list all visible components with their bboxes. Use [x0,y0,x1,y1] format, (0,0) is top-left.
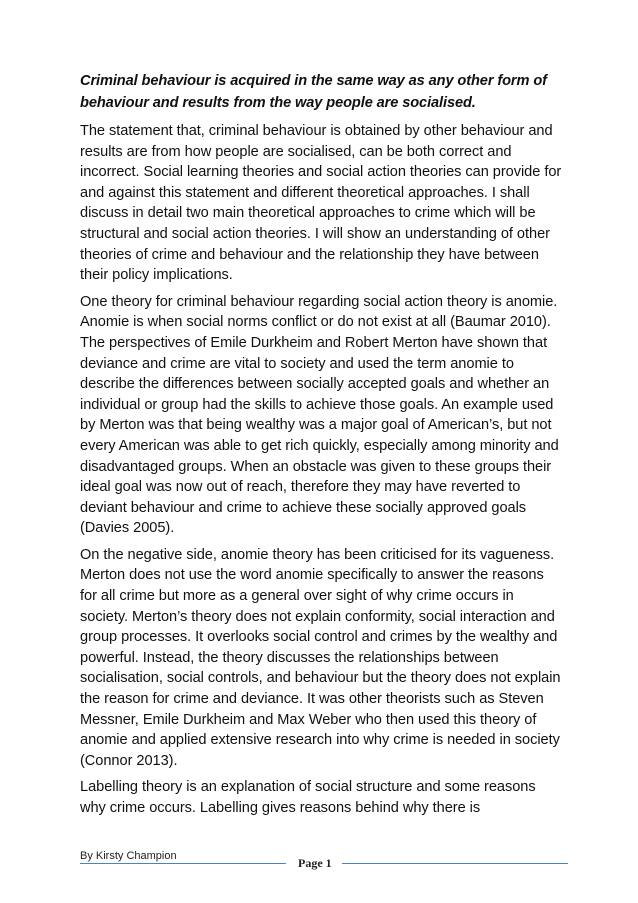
paragraph-anomie: One theory for criminal behaviour regarding social action theory is anomie. Anomie is when social norms conflict or do not exist at all (Baumar 2010). The perspectives of Emile Durkheim and Robert Merton have shown that deviance and crime are vital to society and used the term anomie to describe the differences between socially accepted goals and whether an individual or group had the skills to achieve those goals. An example used by Merton was that being wealthy was a major goal of American’s, but not every American was able to get rich quickly, especially among minority and disadvantaged groups. When an obstacle was given to these groups their ideal goal was now out of reach, therefore they may have reverted to deviant behaviour and crime to achieve these socially approved goals (Davies 2005). [80,293,559,537]
footer-rule-right [342,863,568,864]
paragraph-labelling: Labelling theory is an explanation of social structure and some reasons why crime occurs. Labelling gives reasons behind why there is [80,779,536,816]
paragraph-criticism: On the negative side, anomie theory has been criticised for its vagueness. Merton does not use the word anomie specifically to answer the reasons for all crime but more as a general over sight of why crime occurs in society. Merton’s theory does not explain conformity, social interaction and group processes. It overlooks social control and crimes by the wealthy and powerful. Instead, the theory discusses the relationships between socialisation, social controls, and behaviour but the theory does not explain the reason for crime and deviance. It was other theorists such as Steven Messner, Emile Durkheim and Max Weber who then used this theory of anomie and applied extensive research into why crime is needed in society (Connor 2013). [80,546,561,769]
page-number: Page 1 [298,856,332,870]
footer-author: By Kirsty Champion [80,850,177,862]
essay-title: Criminal behaviour is acquired in the same way as any other form of behaviour and results from the way people are socialised. [80,73,547,111]
footer-rule-left [80,863,286,864]
paragraph-intro: The statement that, criminal behaviour is obtained by other behaviour and results are from how people are socialised, can be both correct and incorrect. Social learning theories and social action theories can provide for and against this statement and different theoretical approaches. I shall discuss in detail two main theoretical approaches to crime which will be structural and social action theories. I will show an understanding of other theories of crime and behaviour and the relationship they have between their policy implications. [80,123,562,284]
document-body [80,71,562,825]
page-footer [80,849,568,879]
